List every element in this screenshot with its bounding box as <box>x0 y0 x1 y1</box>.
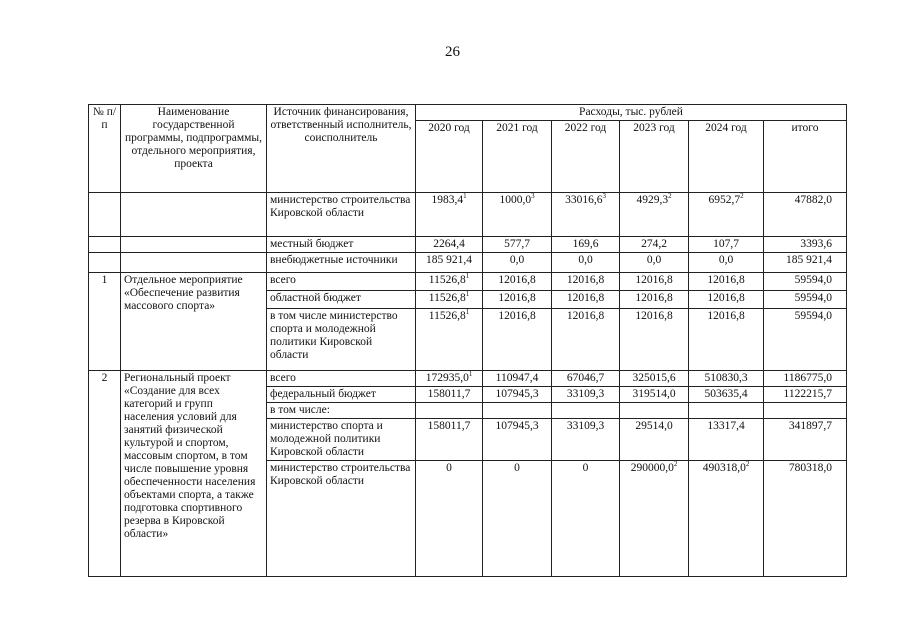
source-cell: местный бюджет <box>267 237 416 253</box>
total-cell <box>764 237 847 253</box>
value-text: 274,2 <box>641 238 667 250</box>
value-text: 11526,8 <box>428 274 466 286</box>
total-cell <box>764 309 847 371</box>
footnote-mark: 2 <box>668 192 672 201</box>
footnote-mark: 2 <box>745 460 750 469</box>
value-cell <box>552 403 620 419</box>
value-text: 59594,0 <box>794 274 832 286</box>
value-cell <box>416 253 483 273</box>
value-cell <box>416 237 483 253</box>
value-cell <box>620 291 689 309</box>
header-year-2020: 2020 год <box>416 121 483 193</box>
footnote-mark: 1 <box>465 308 470 317</box>
value-cell <box>483 419 552 461</box>
header-num: № п/п <box>89 105 121 193</box>
value-text: 12016,8 <box>566 292 605 304</box>
empty-cell <box>121 237 267 253</box>
value-text: 290000,0 <box>630 462 674 474</box>
value-cell <box>416 419 483 461</box>
header-total: итого <box>764 121 847 193</box>
source-cell: внебюджетные источники <box>267 253 416 273</box>
header-year-2024: 2024 год <box>689 121 764 193</box>
header-expenses: Расходы, тыс. рублей <box>416 105 847 121</box>
value-cell <box>689 291 764 309</box>
row-number: 1 <box>89 273 121 371</box>
value-text: 185 921,4 <box>426 254 472 266</box>
header-year-2022: 2022 год <box>552 121 620 193</box>
value-text: 1186775,0 <box>783 372 832 384</box>
value-cell <box>689 461 764 577</box>
empty-cell <box>121 193 267 237</box>
value-cell <box>552 309 620 371</box>
value-text: 12016,8 <box>498 274 536 286</box>
header-source: Источник финансирования, ответственный исполнитель, соисполнитель <box>267 105 416 193</box>
value-text: 107945,3 <box>495 388 539 400</box>
source-cell: всего <box>267 371 416 387</box>
value-text: 12016,8 <box>707 310 745 322</box>
empty-cell <box>121 253 267 273</box>
row-name: Отдельное мероприятие «Обеспечение развития массового спорта» <box>121 273 267 371</box>
source-cell: министерство строительства Кировской области <box>267 461 416 577</box>
value-text: 3393,6 <box>800 238 832 250</box>
value-cell <box>552 419 620 461</box>
source-cell: всего <box>267 273 416 291</box>
source-cell: в том числе: <box>267 403 416 419</box>
value-text: 0 <box>582 462 589 474</box>
value-cell <box>416 371 483 387</box>
value-text: 12016,8 <box>566 274 605 286</box>
total-cell <box>764 419 847 461</box>
value-cell <box>552 461 620 577</box>
value-cell <box>689 237 764 253</box>
source-cell: в том числе министерство спорта и молодежной политики Кировской области <box>267 309 416 371</box>
value-text: 107,7 <box>713 238 739 250</box>
value-text: 1122215,7 <box>783 388 832 400</box>
value-text: 12016,8 <box>635 292 673 304</box>
value-text: 12016,8 <box>498 292 536 304</box>
footnote-mark: 3 <box>531 192 535 201</box>
value-text: 12016,8 <box>566 310 605 322</box>
value-text: 0,0 <box>509 254 525 266</box>
value-text: 33109,3 <box>566 420 605 432</box>
value-cell <box>416 291 483 309</box>
header-name: Наименование государственной программы, подпрограммы, отдельного мероприятия, проекта <box>121 105 267 193</box>
source-cell: министерство спорта и молодежной политики Кировской области <box>267 419 416 461</box>
value-cell <box>483 237 552 253</box>
value-cell <box>483 461 552 577</box>
table-row <box>89 237 847 253</box>
row-number: 2 <box>89 371 121 577</box>
value-cell <box>689 403 764 419</box>
source-cell: областной бюджет <box>267 291 416 309</box>
source-cell: министерство строительства Кировской области <box>267 193 416 237</box>
empty-cell <box>89 237 121 253</box>
value-cell <box>552 193 620 237</box>
footnote-mark: 1 <box>468 370 473 379</box>
header-year-2021: 2021 год <box>483 121 552 193</box>
value-cell <box>620 237 689 253</box>
table-row <box>89 193 847 237</box>
value-text: 0,0 <box>718 254 734 266</box>
value-text: 2264,4 <box>433 238 465 250</box>
value-text: 4929,3 <box>636 194 669 206</box>
value-cell <box>416 461 483 577</box>
total-cell <box>764 193 847 237</box>
value-text: 158011,7 <box>427 420 471 432</box>
value-text: 110947,4 <box>495 372 539 384</box>
value-text: 0,0 <box>578 254 593 266</box>
footnote-mark: 2 <box>673 460 678 469</box>
value-cell <box>689 387 764 403</box>
value-cell <box>483 273 552 291</box>
value-text: 107945,3 <box>495 420 539 432</box>
value-text: 577,7 <box>504 238 530 250</box>
value-cell <box>620 193 689 237</box>
page-number: 26 <box>445 44 460 60</box>
value-cell <box>552 387 620 403</box>
table-row <box>89 253 847 273</box>
budget-table <box>88 104 847 577</box>
value-cell <box>483 403 552 419</box>
value-text: 33109,3 <box>566 388 605 400</box>
value-text: 503635,4 <box>704 388 748 400</box>
table-row <box>89 273 847 291</box>
empty-cell <box>89 253 121 273</box>
value-text: 1000,0 <box>499 194 532 206</box>
value-cell <box>620 309 689 371</box>
footnote-mark: 1 <box>465 290 470 299</box>
value-text: 33016,6 <box>565 194 603 206</box>
value-cell <box>620 461 689 577</box>
value-cell <box>416 193 483 237</box>
header-year-2023: 2023 год <box>620 121 689 193</box>
total-cell <box>764 387 847 403</box>
value-cell <box>620 273 689 291</box>
value-cell <box>483 193 552 237</box>
value-text: 0 <box>446 462 452 474</box>
value-text: 158011,7 <box>427 388 471 400</box>
value-cell <box>689 371 764 387</box>
value-cell <box>416 273 483 291</box>
value-cell <box>483 253 552 273</box>
value-cell <box>483 387 552 403</box>
value-cell <box>552 273 620 291</box>
value-text: 172935,0 <box>425 372 469 384</box>
value-text: 59594,0 <box>794 310 832 322</box>
total-cell <box>764 291 847 309</box>
value-text: 169,6 <box>572 238 599 250</box>
footnote-mark: 3 <box>602 192 606 201</box>
value-text: 12016,8 <box>635 310 673 322</box>
value-cell <box>552 253 620 273</box>
value-text: 67046,7 <box>566 372 605 384</box>
value-text: 29514,0 <box>635 420 673 432</box>
value-cell <box>689 253 764 273</box>
source-cell: федеральный бюджет <box>267 387 416 403</box>
value-text: 0 <box>514 462 520 474</box>
footnote-mark: 1 <box>465 272 470 281</box>
value-cell <box>552 291 620 309</box>
value-text: 11526,8 <box>428 292 466 304</box>
value-text: 185 921,4 <box>786 254 832 266</box>
value-cell <box>552 237 620 253</box>
total-cell <box>764 371 847 387</box>
total-cell <box>764 403 847 419</box>
total-cell <box>764 461 847 577</box>
value-text: 319514,0 <box>632 388 676 400</box>
value-text: 341897,7 <box>788 420 832 432</box>
value-cell <box>620 403 689 419</box>
value-cell <box>483 309 552 371</box>
value-cell <box>689 309 764 371</box>
value-cell <box>689 193 764 237</box>
value-cell <box>483 291 552 309</box>
value-cell <box>620 253 689 273</box>
row-name: Региональный проект «Создание для всех категорий и групп населения условий для занятий физической культурой и спортом, массовым спортом, в том числе повышение уровня обеспеченности населения объектами спорта, а также подготовка спортивного резерва в Кировской области» <box>121 371 267 577</box>
table-row <box>89 371 847 387</box>
footnote-mark: 2 <box>740 192 744 201</box>
value-text: 510830,3 <box>704 372 748 384</box>
value-text: 12016,8 <box>635 274 673 286</box>
value-cell <box>620 419 689 461</box>
value-cell <box>689 273 764 291</box>
value-text: 11526,8 <box>428 310 466 322</box>
value-text: 59594,0 <box>794 292 832 304</box>
value-text: 12016,8 <box>707 292 745 304</box>
value-text: 47882,0 <box>794 194 832 206</box>
value-cell <box>416 403 483 419</box>
empty-cell <box>89 193 121 237</box>
value-cell <box>552 371 620 387</box>
footnote-mark: 1 <box>463 192 467 201</box>
value-text: 13317,4 <box>707 420 745 432</box>
value-text: 780318,0 <box>788 462 832 474</box>
value-text: 0,0 <box>646 254 662 266</box>
value-cell <box>483 371 552 387</box>
value-text: 12016,8 <box>498 310 536 322</box>
value-text: 6952,7 <box>708 194 741 206</box>
value-text: 12016,8 <box>707 274 745 286</box>
value-cell <box>416 387 483 403</box>
total-cell <box>764 253 847 273</box>
value-text: 1983,4 <box>431 194 464 206</box>
total-cell <box>764 273 847 291</box>
value-cell <box>689 419 764 461</box>
value-cell <box>620 371 689 387</box>
value-cell <box>620 387 689 403</box>
value-cell <box>416 309 483 371</box>
value-text: 325015,6 <box>632 372 676 384</box>
value-text: 490318,0 <box>702 462 746 474</box>
